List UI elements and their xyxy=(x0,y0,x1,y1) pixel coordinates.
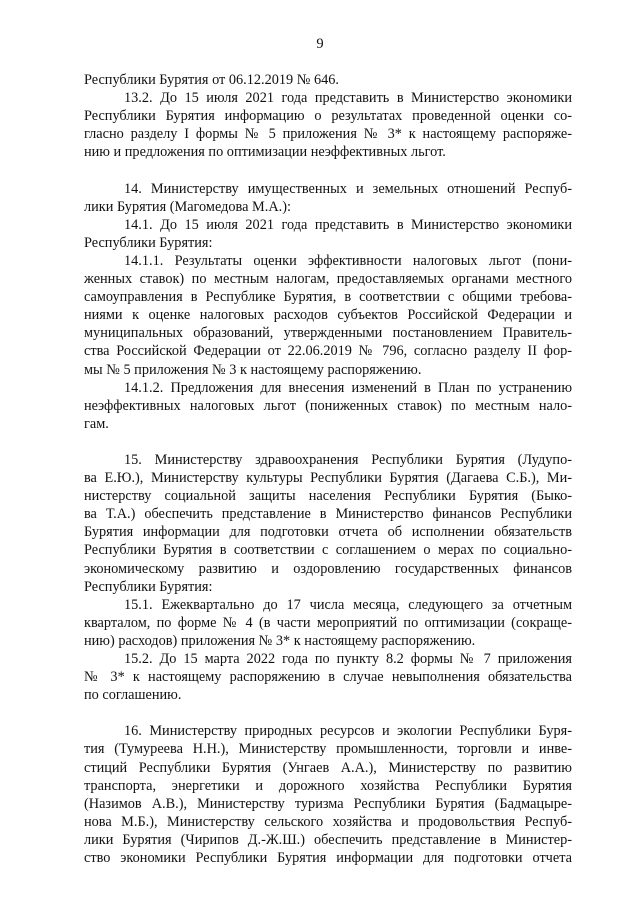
paragraph-line: тия (Тумуреева Н.Н.), Министерству промышленности, торговли и инве- xyxy=(84,741,572,758)
paragraph-line: лики Бурятия (Магомедова М.А.): xyxy=(84,198,291,215)
paragraph-line: № 3* к настоящему распоряжению в случае невыполнения обязательства xyxy=(84,669,572,686)
paragraph-line: женных ставок) по местным налогам, предоставляемых органами местного xyxy=(84,271,572,288)
paragraph-line: ства Российской Федерации от 22.06.2019 № 796, согласно разделу II фор- xyxy=(84,343,572,360)
paragraph-gap xyxy=(84,161,572,179)
paragraph-line: 15.2. До 15 марта 2022 года по пункту 8.2 формы № 7 приложения xyxy=(124,651,572,667)
paragraph-line: кварталом, по форме № 4 (в части мероприятий по оптимизации (сокраще- xyxy=(84,614,572,631)
paragraph-line: транспорта, энергетики и дорожного хозяйства Республики Бурятия xyxy=(84,777,572,794)
paragraph-line: Республики Бурятия: xyxy=(84,234,213,251)
paragraph-line: Республики Бурятия в соответствии с соглашением о мерах по социально- xyxy=(84,542,572,559)
paragraph-line: гам. xyxy=(84,415,109,432)
paragraph-line: 16. Министерству природных ресурсов и экологии Республики Буря- xyxy=(124,723,572,740)
paragraph-line: Бурятия информации для подготовки отчета об исполнении обязательств xyxy=(84,524,572,541)
paragraph-line: ва Е.Ю.), Министерству культуры Республики Бурятия (Дагаева С.Б.), Ми- xyxy=(84,470,572,487)
paragraph-line: (Назимов А.В.), Министерству туризма Республики Бурятия (Бадмацыре- xyxy=(84,795,572,812)
paragraph-line: ниями к оценке налоговых расходов субъектов Российской Федерации и xyxy=(84,307,572,324)
paragraph-line: ва Т.А.) обеспечить представление в Министерство финансов Республики xyxy=(84,506,572,523)
paragraph-line: мы № 5 приложения № 3 к настоящему распоряжению. xyxy=(84,361,422,378)
paragraph-line: 14.1.2. Предложения для внесения изменений в План по устранению xyxy=(124,379,572,396)
paragraph-line: Республики Бурятия: xyxy=(84,578,213,595)
paragraph-gap xyxy=(84,433,572,451)
paragraph-line: нистерству социальной защиты населения Республики Бурятия (Быко- xyxy=(84,488,572,505)
paragraph-line: муниципальных образований, утвержденными постановлением Правитель- xyxy=(84,325,572,342)
paragraph-line: нию и предложения по оптимизации неэффективных льгот. xyxy=(84,144,446,161)
paragraph-line: 15.1. Ежеквартально до 17 числа месяца, следующего за отчетным xyxy=(124,596,572,613)
paragraph-line: Республики Бурятия от 06.12.2019 № 646. xyxy=(84,72,339,88)
paragraph-line: самоуправления в Республике Бурятия, в соответствии с общими требова- xyxy=(84,289,572,306)
paragraph-line: нию) расходов) приложения № 3* к настоящему распоряжению. xyxy=(84,632,476,649)
document-body xyxy=(84,71,572,867)
paragraph-line: 14.1. До 15 июля 2021 года представить в Министерство экономики xyxy=(124,216,572,233)
page-number: 9 xyxy=(316,36,324,52)
paragraph-gap xyxy=(84,704,572,722)
paragraph-line: Республики Бурятия информацию о результатах проведенной оценки со- xyxy=(84,108,572,125)
paragraph-line: нова М.Б.), Министерству сельского хозяйства и продовольствия Респуб- xyxy=(84,813,572,830)
paragraph-line: 13.2. До 15 июля 2021 года представить в Министерство экономики xyxy=(124,90,572,107)
paragraph-line: экономическому развитию и оздоровлению государственных финансов xyxy=(84,560,572,577)
paragraph-line: 14.1.1. Результаты оценки эффективности налоговых льгот (пони- xyxy=(124,252,572,269)
paragraph-line: гласно разделу I формы № 5 приложения № 3* к настоящему распоряже- xyxy=(84,126,572,143)
paragraph-line: 14. Министерству имущественных и земельных отношений Респуб- xyxy=(124,180,572,197)
paragraph-line: 15. Министерству здравоохранения Республики Бурятия (Лудупо- xyxy=(124,451,572,468)
paragraph-line: ство экономики Республики Бурятия информации для подготовки отчета xyxy=(84,850,572,867)
paragraph-line: стиций Республики Бурятия (Унгаев А.А.), Министерству по развитию xyxy=(84,759,572,776)
paragraph-line: лики Бурятия (Чирипов Д.-Ж.Ш.) обеспечить представление в Министер- xyxy=(84,831,572,848)
paragraph-line: неэффективных налоговых льгот (пониженных ставок) по местным нало- xyxy=(84,397,572,414)
paragraph-line: по соглашению. xyxy=(84,687,182,704)
